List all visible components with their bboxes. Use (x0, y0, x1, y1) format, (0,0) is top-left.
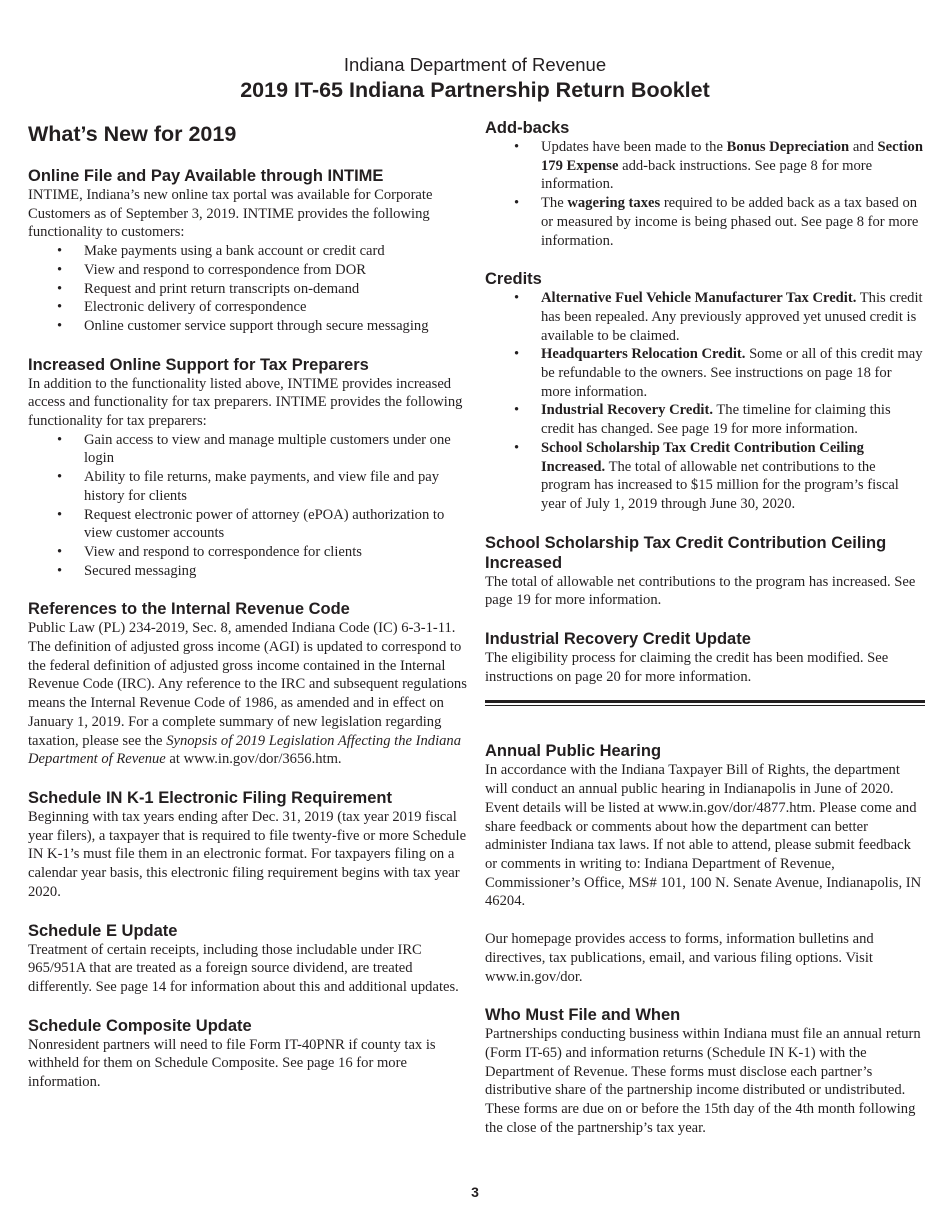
list-item: • Request electronic power of attorney (ePOA) authorization to view customer accounts (28, 506, 468, 543)
industrial-heading: Industrial Recovery Credit Update (485, 630, 751, 649)
credits-heading: Credits (485, 270, 542, 289)
agency-name: Indiana Department of Revenue (343, 54, 607, 75)
list-item: • Industrial Recovery Credit. The timeline for claiming this credit has changed. See page 19 for more information. (485, 401, 925, 438)
booklet-title: 2019 IT-65 Indiana Partnership Return Booklet (240, 78, 710, 102)
irc-heading: References to the Internal Revenue Code (28, 600, 350, 619)
irc-body: Public Law (PL) 234-2019, Sec. 8, amended Indiana Code (IC) 6-3-1-11. The definition of adjusted gross income (AGI) is updated to correspond to the federal definition of adjusted gross income contained in the Internal Revenue Code (IRC). Any reference to the IRC and subsequent regulations means the Internal Revenue Code of 1986, as amended and in effect on January 1, 2019. For a complete summary of new legislation regarding taxation, please see the Synopsis of 2019 Legislation Affecting the Indiana Department of Revenue at www.in.gov/dor/3656.htm. (28, 620, 467, 768)
hearing-body: In accordance with the Indiana Taxpayer Bill of Rights, the department will conduct an annual public hearing in Indianapolis in June of 2020. Event details will be listed at www.in.gov/dor/4877.htm. Please come and share feedback or comments about how the department can better administer Indiana tax laws. If not able to attend, please submit feedback or comments in writing to: Indiana Department of Revenue, Commissioner’s Office, MS# 101, 100 N. Senate Avenue, Indianapolis, IN 46204. (485, 762, 922, 910)
schedule-e-body: Treatment of certain receipts, including those includable under IRC 965/951A that are treated as a foreign source dividend, are treated differently. See page 14 for information about this and additional updates. (28, 941, 459, 995)
credits-list (485, 289, 925, 513)
list-item: • The wagering taxes required to be added back as a tax based on or measured by income is being phased out. See page 8 for more information. (485, 194, 925, 250)
preparers-body: In addition to the functionality listed above, INTIME provides increased access and functionality for tax preparers. INTIME provides the following functionality for tax preparers: (28, 375, 463, 430)
list-item: • Electronic delivery of correspondence (28, 298, 468, 317)
homepage-body: Our homepage provides access to forms, information bulletins and directives, tax publications, email, and various filing options. Visit www.in.gov/dor. (485, 931, 874, 985)
synopsis-title: Synopsis of 2019 Legislation Affecting the Indiana Department of Revenue (28, 732, 462, 768)
page-number: 3 (471, 1184, 479, 1200)
scholarship-body: The total of allowable net contributions to the program has increased. See page 19 for more information. (485, 573, 916, 609)
composite-body: Nonresident partners will need to file Form IT-40PNR if county tax is withheld for them on Schedule Composite. See page 16 for more information. (28, 1036, 436, 1091)
scholarship-heading: School Scholarship Tax Credit Contribution Ceiling Increased (485, 533, 887, 572)
list-item: • View and respond to correspondence from DOR (28, 261, 468, 280)
intime-body: INTIME, Indiana’s new online tax portal was available for Corporate Customers as of September 3, 2019. INTIME provides the following functionality to customers: (28, 187, 433, 241)
list-item: • Ability to file returns, make payments, and view file and pay history for clients (28, 468, 468, 505)
list-item: • Alternative Fuel Vehicle Manufacturer Tax Credit. This credit has been repealed. Any previously approved yet unused credit is available to be claimed. (485, 289, 925, 345)
list-item: • Request and print return transcripts on-demand (28, 280, 468, 299)
hearing-heading: Annual Public Hearing (485, 742, 662, 761)
list-item: • Make payments using a bank account or credit card (28, 242, 468, 261)
addbacks-heading: Add-backs (485, 119, 570, 137)
schedule-e-heading: Schedule E Update (28, 921, 178, 940)
who-heading: Who Must File and When (485, 1006, 681, 1025)
list-item: • School Scholarship Tax Credit Contribution Ceiling Increased. The total of allowable net contributions to the program has increased to $15 million for the program’s fiscal year of July 1, 2019 through June 30, 2020. (485, 439, 925, 514)
list-item: • View and respond to correspondence for clients (28, 543, 468, 562)
list-item: • Headquarters Relocation Credit. Some or all of this credit may be refundable to the owners. See instructions on page 18 for more information. (485, 345, 925, 401)
intime-list (28, 242, 468, 336)
industrial-body: The eligibility process for claiming the credit has been modified. See instructions on page 20 for more information. (485, 650, 889, 685)
intime-heading: Online File and Pay Available through INTIME (28, 167, 384, 185)
list-item: • Secured messaging (28, 562, 468, 581)
list-item: • Updates have been made to the Bonus Depreciation and Section 179 Expense add-back instructions. See page 8 for more information. (485, 138, 925, 194)
preparers-heading: Increased Online Support for Tax Preparers (28, 355, 369, 374)
addbacks-list (485, 138, 925, 250)
whats-new-heading: What’s New for 2019 (28, 122, 237, 146)
who-body: Partnerships conducting business within Indiana must file an annual return (Form IT-65) and information returns (Schedule IN K-1) with the Department of Revenue. These forms must disclose each partner’s distributive share of the partnership income distributed or undistributed. These forms are due on or before the 15th day of the 4th month following the close of the partnership’s tax year. (485, 1026, 921, 1136)
page-header (0, 54, 950, 104)
preparers-list (28, 431, 468, 581)
list-item: • Online customer service support through secure messaging (28, 317, 468, 336)
k1-heading: Schedule IN K-1 Electronic Filing Requirement (28, 788, 392, 807)
k1-body: Beginning with tax years ending after Dec. 31, 2019 (tax year 2019 fiscal year filers), a taxpayer that is required to file twenty-five or more Schedule IN K-1’s must file them in an electronic format. For taxpayers filing on a calendar year basis, this electronic filing requirement begins with tax year 2020. (28, 808, 467, 900)
right-column (485, 118, 925, 1137)
composite-heading: Schedule Composite Update (28, 1016, 252, 1035)
list-item: • Gain access to view and manage multiple customers under one login (28, 431, 468, 468)
left-column (28, 118, 468, 1092)
